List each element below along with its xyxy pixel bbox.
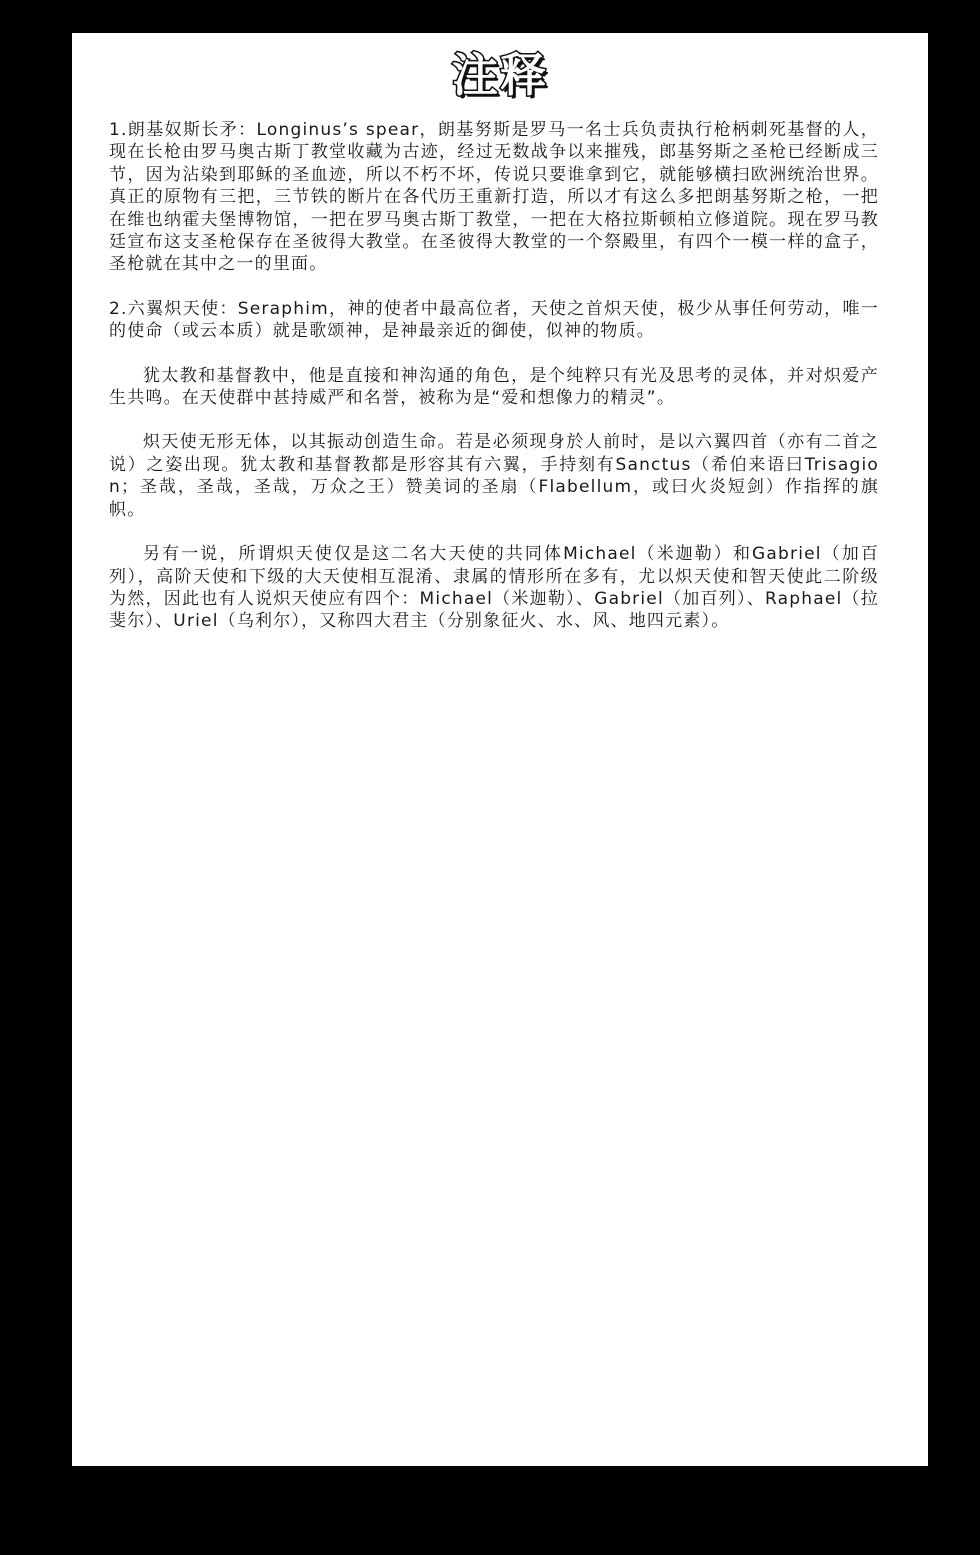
seraphim-paragraph-judaism: 犹太教和基督教中，他是直接和神沟通的角色，是个纯粹只有光及思考的灵体，并对炽爱产生共鸣。在天使群中甚持威严和名誉，被称为是“爱和想像力的精灵”。: [109, 365, 879, 409]
annotation-page: [72, 33, 928, 1466]
annotation-body: [109, 119, 879, 633]
seraphim-paragraph-archangels: 另有一说，所谓炽天使仅是这二名大天使的共同体Michael（米迦勒）和Gabriel（加百列），高阶天使和下级的大天使相互混淆、隶属的情形所在多有，尤以炽天使和智天使此二阶级为然，因此也有人说炽天使应有四个：Michael（米迦勒）、Gabriel（加百列）、Raphael（拉斐尔）、Uriel（乌利尔），又称四大君主（分别象征火、水、风、地四元素）。: [109, 544, 879, 632]
page-title: 注释: [452, 48, 548, 102]
note-1-longinus-spear: 1.朗基奴斯长矛：Longinus’s spear，朗基努斯是罗马一名士兵负责执行枪柄刺死基督的人，现在长枪由罗马奥古斯丁教堂收藏为古迹，经过无数战争以来摧残，郎基努斯之圣枪已经断成三节，因为沾染到耶稣的圣血迹，所以不朽不坏，传说只要谁拿到它，就能够横扫欧洲统治世界。真正的原物有三把，三节铁的断片在各代历王重新打造，所以才有这么多把朗基努斯之枪，一把在维也纳霍夫堡博物馆，一把在罗马奥古斯丁教堂，一把在大格拉斯顿柏立修道院。现在罗马教廷宣布这支圣枪保存在圣彼得大教堂。在圣彼得大教堂的一个祭殿里，有四个一模一样的盒子，圣枪就在其中之一的里面。: [109, 120, 879, 275]
seraphim-paragraph-form: 炽天使无形无体，以其振动创造生命。若是必须现身於人前时，是以六翼四首（亦有二首之说）之姿出现。犹太教和基督教都是形容其有六翼，手持刻有Sanctus（希伯来语曰Trisagion；圣哉，圣哉，圣哉，万众之王）赞美词的圣扇（Flabellum，或曰火炎短剑）作指挥的旗帜。: [109, 432, 879, 520]
note-2-seraphim: 2.六翼炽天使：Seraphim，神的使者中最高位者，天使之首炽天使，极少从事任何劳动，唯一的使命（或云本质）就是歌颂神，是神最亲近的御使，似神的物质。: [109, 298, 879, 342]
